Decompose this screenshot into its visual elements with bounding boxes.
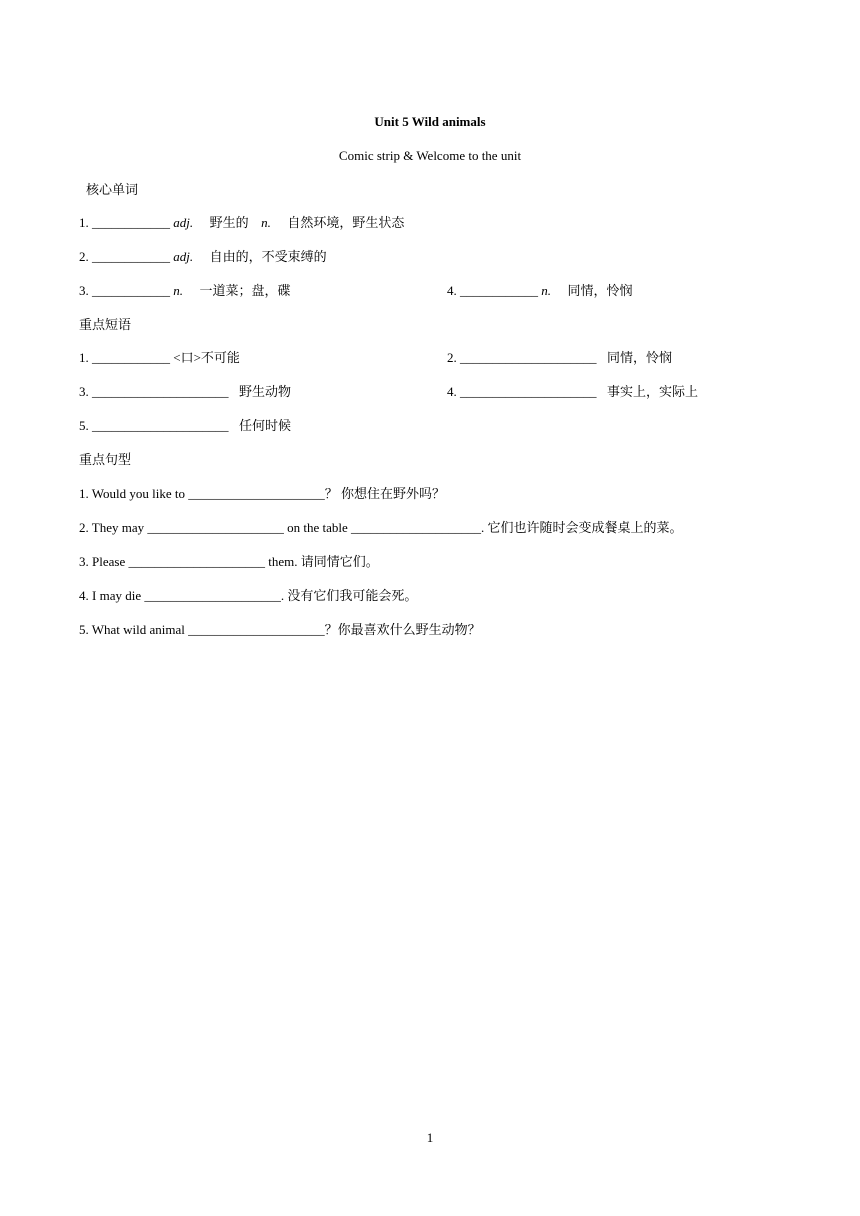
item-number: 3. bbox=[79, 384, 89, 399]
answer-blank: _____________________ bbox=[460, 384, 597, 399]
definition: 同情，怜悯 bbox=[567, 283, 633, 298]
sentence-item-5: 5. What wild animal _____________________？你最喜欢什么野生动物？ bbox=[79, 622, 481, 637]
phrase-item-2 bbox=[447, 350, 672, 366]
core-word-item-4 bbox=[447, 283, 633, 299]
answer-blank: _____________________ bbox=[92, 384, 229, 399]
item-number: 4. bbox=[447, 384, 457, 399]
phrase-item-5 bbox=[79, 418, 291, 434]
item-number: 1. bbox=[79, 350, 89, 365]
definition: 一道菜；盘，碟 bbox=[199, 283, 291, 298]
definition: <口>不可能 bbox=[173, 350, 240, 365]
definition: 同情，怜悯 bbox=[607, 350, 673, 365]
answer-blank: ____________ bbox=[92, 215, 170, 230]
item-number: 4. bbox=[447, 283, 457, 298]
answer-blank: ____________ bbox=[92, 283, 170, 298]
answer-blank: ____________ bbox=[92, 350, 170, 365]
part-of-speech: adj. bbox=[173, 249, 194, 264]
answer-blank: ____________ bbox=[92, 249, 170, 264]
document-title: Unit 5 Wild animals bbox=[374, 114, 486, 129]
section-heading-core-words: 核心单词 bbox=[86, 182, 139, 197]
item-number: 2. bbox=[79, 249, 89, 264]
part-of-speech: n. bbox=[173, 283, 183, 298]
sentence-item-2: 2. They may _____________________ on the table ____________________. 它们也许随时会变成餐桌上的菜。 bbox=[79, 520, 683, 535]
item-number: 2. bbox=[447, 350, 457, 365]
definition: 任何时候 bbox=[239, 418, 292, 433]
phrase-item-3 bbox=[79, 384, 291, 400]
part-of-speech: adj. bbox=[173, 215, 194, 230]
item-number: 1. bbox=[79, 215, 89, 230]
phrase-item-1 bbox=[79, 350, 240, 366]
section-heading-key-sentences: 重点句型 bbox=[79, 452, 132, 467]
sentence-item-3: 3. Please _____________________ them. 请同情它们。 bbox=[79, 554, 379, 569]
definition: 自由的，不受束缚的 bbox=[209, 249, 327, 264]
page-number: 1 bbox=[426, 1130, 434, 1145]
answer-blank: _____________________ bbox=[92, 418, 229, 433]
definition: 野生的 bbox=[209, 215, 249, 230]
definition: 野生动物 bbox=[239, 384, 292, 399]
part-of-speech: n. bbox=[261, 215, 271, 230]
phrase-item-4 bbox=[447, 384, 698, 400]
sentence-item-4: 4. I may die _____________________. 没有它们我可能会死。 bbox=[79, 588, 418, 603]
item-number: 5. bbox=[79, 418, 89, 433]
answer-blank: ____________ bbox=[460, 283, 538, 298]
core-word-item-1 bbox=[79, 215, 404, 231]
core-word-item-3 bbox=[79, 283, 291, 299]
section-heading-key-phrases: 重点短语 bbox=[79, 317, 132, 332]
definition: 自然环境，野生状态 bbox=[287, 215, 405, 230]
item-number: 3. bbox=[79, 283, 89, 298]
document-subtitle: Comic strip & Welcome to the unit bbox=[338, 148, 522, 163]
core-word-item-2 bbox=[79, 249, 327, 265]
sentence-item-1: 1. Would you like to _____________________？ 你想住在野外吗？ bbox=[79, 486, 445, 501]
part-of-speech: n. bbox=[541, 283, 551, 298]
definition: 事实上，实际上 bbox=[607, 384, 699, 399]
answer-blank: _____________________ bbox=[460, 350, 597, 365]
